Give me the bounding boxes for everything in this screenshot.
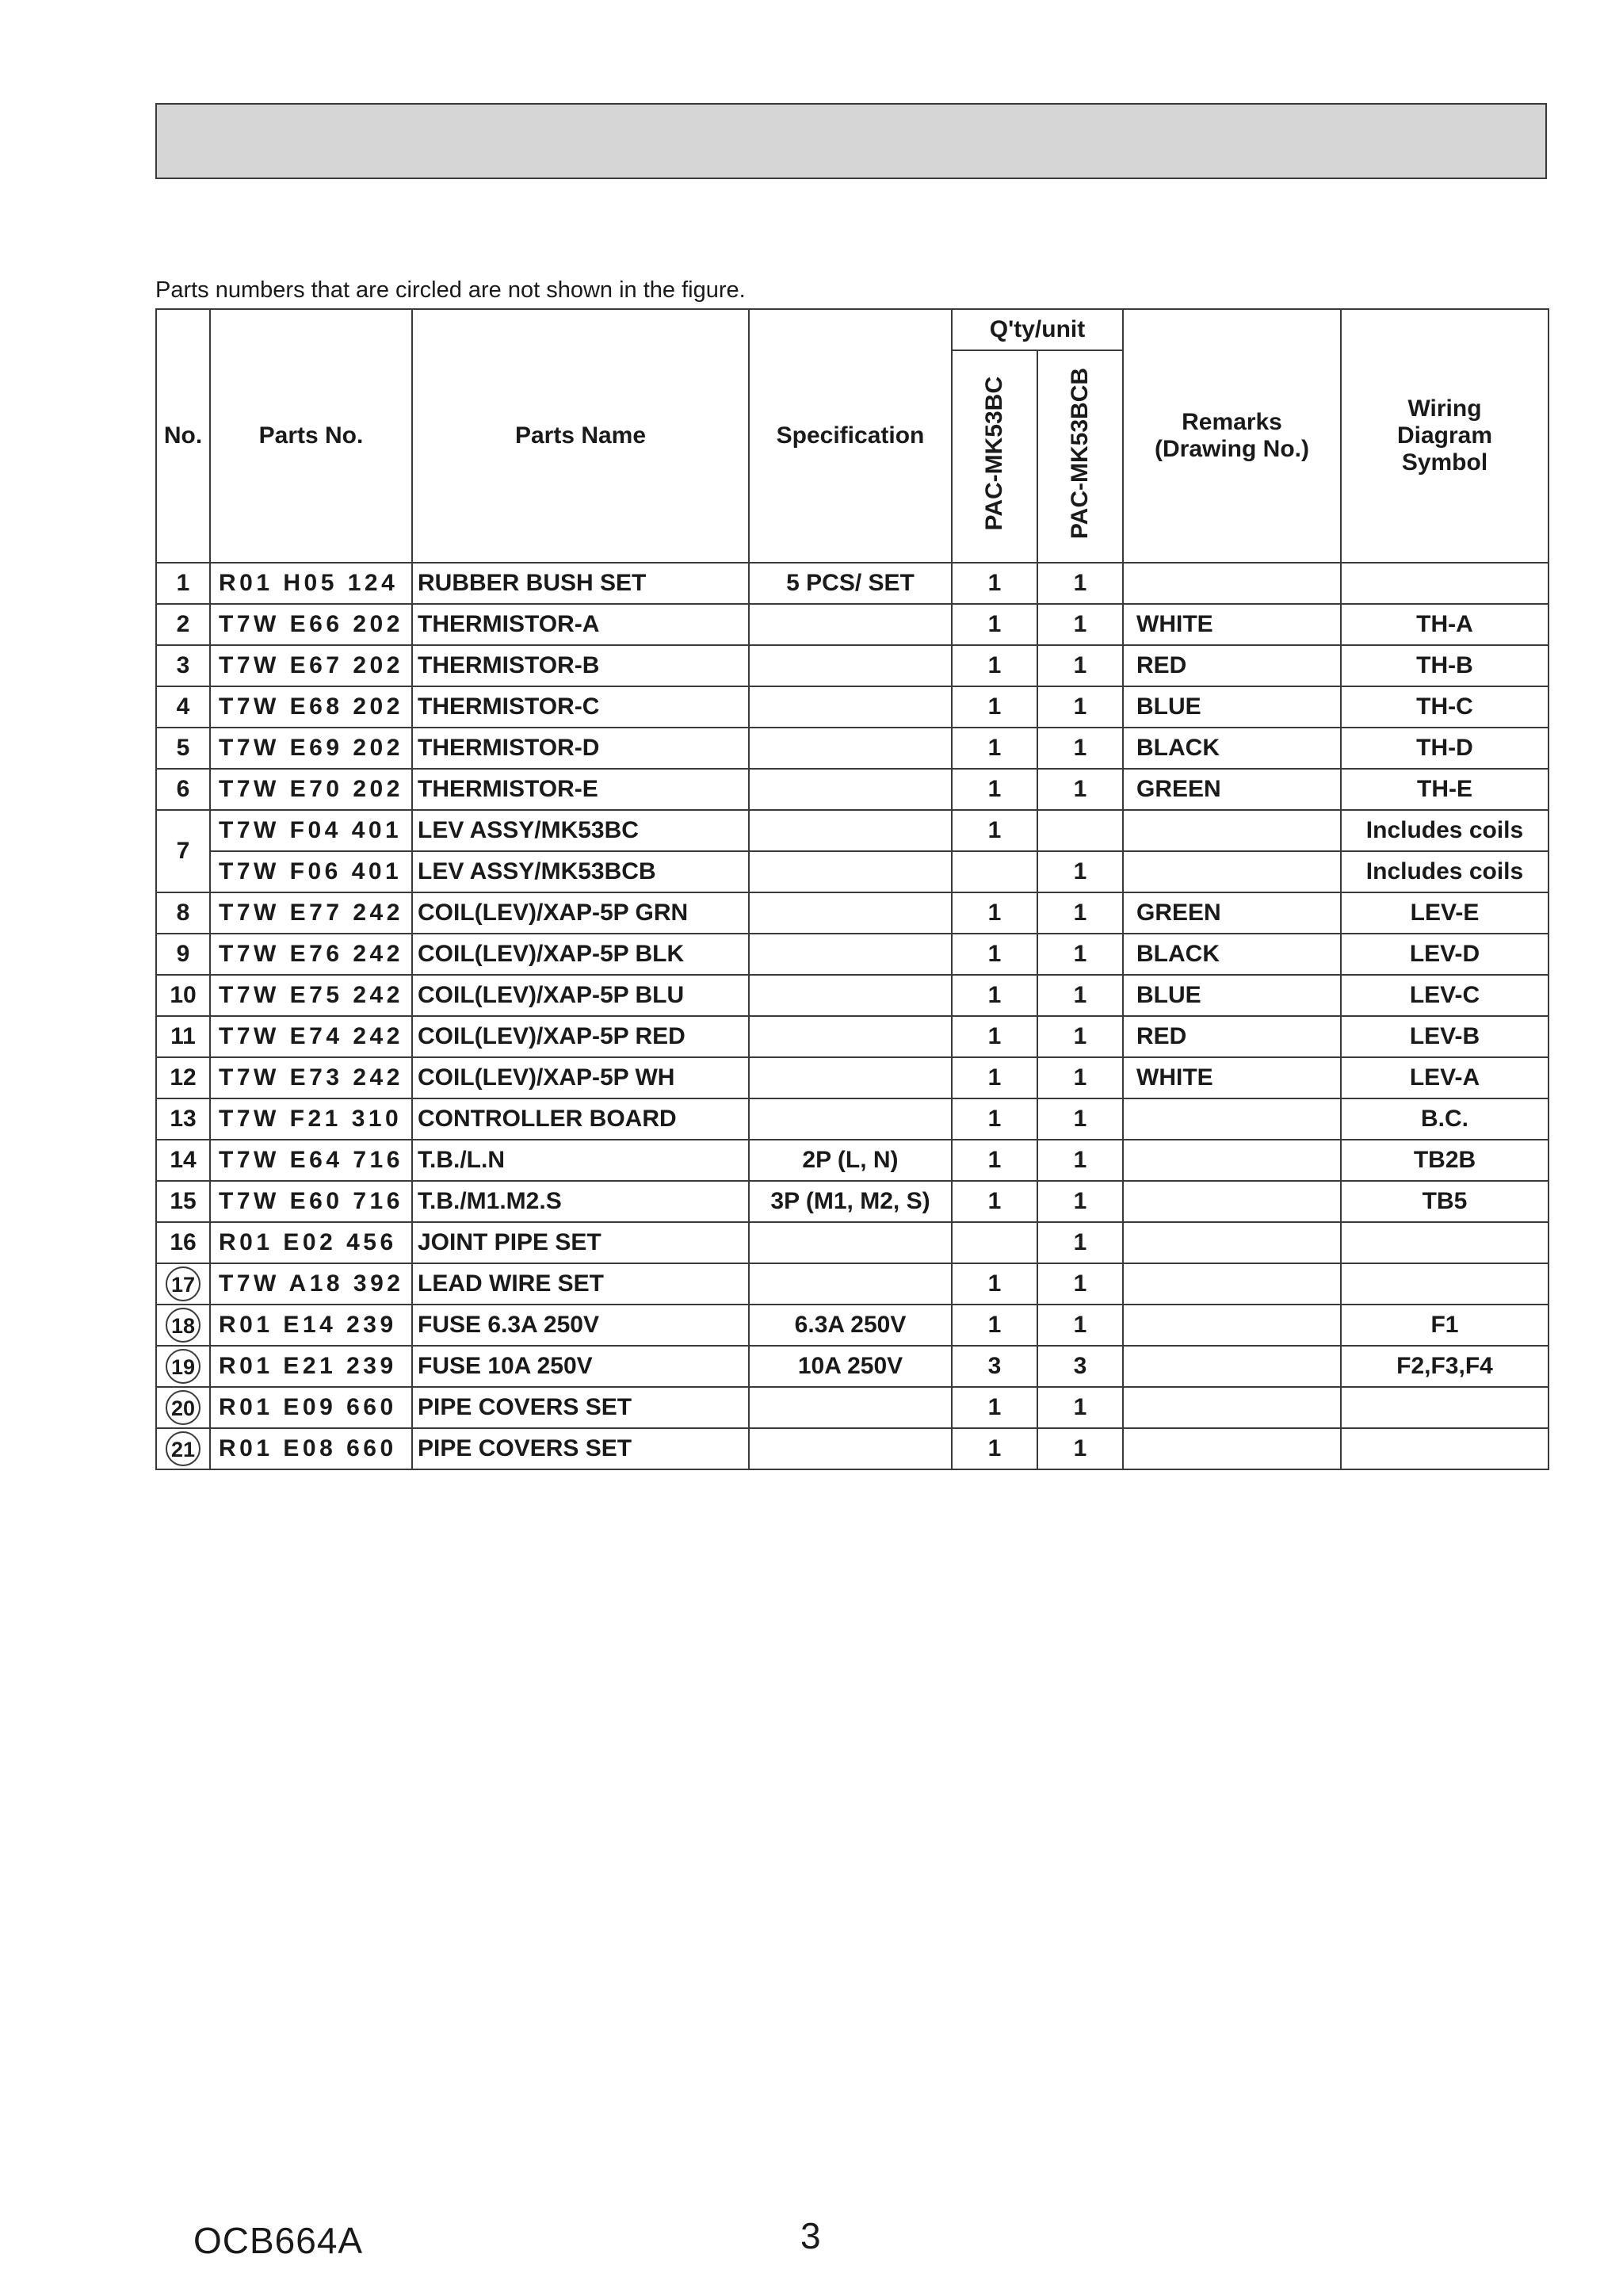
- cell-no: 9: [156, 934, 210, 975]
- cell-remarks: [1123, 1263, 1341, 1305]
- cell-qty-pac-mk53bcb: 1: [1037, 851, 1123, 892]
- cell-parts-name: CONTROLLER BOARD: [412, 1098, 749, 1140]
- cell-parts-name: LEAD WIRE SET: [412, 1263, 749, 1305]
- cell-parts-no: T7W E73 242: [210, 1057, 412, 1098]
- cell-remarks: GREEN: [1123, 769, 1341, 810]
- table-row: [156, 934, 1549, 975]
- cell-parts-no: T7W E66 202: [210, 604, 412, 645]
- cell-wiring-symbol: F1: [1341, 1305, 1549, 1346]
- cell-specification: [749, 1057, 952, 1098]
- cell-qty-pac-mk53bc: 3: [952, 1346, 1037, 1387]
- cell-specification: [749, 728, 952, 769]
- cell-wiring-symbol: F2,F3,F4: [1341, 1346, 1549, 1387]
- cell-qty-pac-mk53bcb: 1: [1037, 934, 1123, 975]
- cell-specification: [749, 892, 952, 934]
- cell-parts-name: THERMISTOR-E: [412, 769, 749, 810]
- cell-specification: [749, 1098, 952, 1140]
- cell-parts-no: T7W E60 716: [210, 1181, 412, 1222]
- cell-parts-no: T7W E69 202: [210, 728, 412, 769]
- cell-parts-name: COIL(LEV)/XAP-5P RED: [412, 1016, 749, 1057]
- cell-qty-pac-mk53bc: 1: [952, 1057, 1037, 1098]
- cell-qty-pac-mk53bc: 1: [952, 769, 1037, 810]
- cell-no: 2: [156, 604, 210, 645]
- cell-wiring-symbol: LEV-D: [1341, 934, 1549, 975]
- cell-remarks: [1123, 1387, 1341, 1428]
- table-row: [156, 1263, 1549, 1305]
- cell-specification: 2P (L, N): [749, 1140, 952, 1181]
- table-row: [156, 1387, 1549, 1428]
- cell-no: 8: [156, 892, 210, 934]
- table-row: [156, 1428, 1549, 1469]
- table-row: [156, 1346, 1549, 1387]
- cell-parts-name: T.B./L.N: [412, 1140, 749, 1181]
- cell-remarks: RED: [1123, 645, 1341, 686]
- cell-no: 10: [156, 975, 210, 1016]
- header-wiring-diagram-symbol: [1341, 309, 1549, 563]
- cell-no: 15: [156, 1181, 210, 1222]
- table-row: [156, 1181, 1549, 1222]
- table-row: [156, 851, 1549, 892]
- cell-remarks: [1123, 851, 1341, 892]
- cell-specification: 10A 250V: [749, 1346, 952, 1387]
- cell-no: 13: [156, 1098, 210, 1140]
- cell-wiring-symbol: [1341, 1387, 1549, 1428]
- cell-qty-pac-mk53bc: 1: [952, 1098, 1037, 1140]
- header-remarks-line1: Remarks: [1182, 409, 1282, 435]
- header-wiring-line3: Symbol: [1401, 449, 1488, 476]
- cell-remarks: [1123, 1181, 1341, 1222]
- cell-wiring-symbol: TH-E: [1341, 769, 1549, 810]
- cell-no: 4: [156, 686, 210, 728]
- cell-parts-name: COIL(LEV)/XAP-5P BLU: [412, 975, 749, 1016]
- cell-no: 7: [156, 810, 210, 892]
- cell-qty-pac-mk53bc: 1: [952, 728, 1037, 769]
- cell-no: [156, 1428, 210, 1469]
- circled-part-number: 21: [166, 1431, 200, 1466]
- cell-specification: [749, 810, 952, 851]
- cell-parts-no: T7W F04 401: [210, 810, 412, 851]
- cell-wiring-symbol: [1341, 563, 1549, 604]
- cell-no: 5: [156, 728, 210, 769]
- cell-specification: [749, 686, 952, 728]
- cell-parts-name: COIL(LEV)/XAP-5P WH: [412, 1057, 749, 1098]
- cell-remarks: [1123, 1140, 1341, 1181]
- cell-qty-pac-mk53bcb: 1: [1037, 975, 1123, 1016]
- cell-qty-pac-mk53bcb: [1037, 810, 1123, 851]
- cell-remarks: WHITE: [1123, 1057, 1341, 1098]
- circled-part-number: 18: [166, 1308, 200, 1343]
- cell-specification: [749, 1428, 952, 1469]
- cell-wiring-symbol: TH-D: [1341, 728, 1549, 769]
- cell-qty-pac-mk53bc: [952, 851, 1037, 892]
- cell-no: 12: [156, 1057, 210, 1098]
- cell-parts-no: R01 E09 660: [210, 1387, 412, 1428]
- cell-wiring-symbol: TH-C: [1341, 686, 1549, 728]
- table-row: [156, 975, 1549, 1016]
- cell-wiring-symbol: LEV-B: [1341, 1016, 1549, 1057]
- model-1-label: PAC-MK53BC: [981, 376, 1007, 531]
- cell-remarks: BLACK: [1123, 728, 1341, 769]
- cell-parts-name: THERMISTOR-D: [412, 728, 749, 769]
- cell-parts-no: R01 E14 239: [210, 1305, 412, 1346]
- cell-wiring-symbol: TB5: [1341, 1181, 1549, 1222]
- document-code: OCB664A: [193, 2220, 364, 2261]
- cell-wiring-symbol: [1341, 1222, 1549, 1263]
- cell-qty-pac-mk53bcb: 1: [1037, 686, 1123, 728]
- cell-qty-pac-mk53bc: 1: [952, 1305, 1037, 1346]
- cell-parts-name: PIPE COVERS SET: [412, 1387, 749, 1428]
- cell-wiring-symbol: TB2B: [1341, 1140, 1549, 1181]
- cell-qty-pac-mk53bcb: 1: [1037, 1181, 1123, 1222]
- table-row: [156, 769, 1549, 810]
- table-row: [156, 1098, 1549, 1140]
- header-remarks: [1123, 309, 1341, 563]
- cell-remarks: [1123, 1222, 1341, 1263]
- header-wiring-line1: Wiring: [1407, 395, 1482, 422]
- cell-wiring-symbol: Includes coils: [1341, 810, 1549, 851]
- cell-qty-pac-mk53bcb: 1: [1037, 1305, 1123, 1346]
- table-row: [156, 563, 1549, 604]
- cell-qty-pac-mk53bc: 1: [952, 1428, 1037, 1469]
- cell-qty-pac-mk53bcb: 1: [1037, 604, 1123, 645]
- cell-specification: [749, 975, 952, 1016]
- cell-specification: [749, 1387, 952, 1428]
- cell-qty-pac-mk53bcb: 1: [1037, 645, 1123, 686]
- cell-specification: [749, 604, 952, 645]
- table-row: [156, 645, 1549, 686]
- cell-parts-no: T7W F21 310: [210, 1098, 412, 1140]
- cell-qty-pac-mk53bc: 1: [952, 645, 1037, 686]
- cell-specification: [749, 645, 952, 686]
- cell-wiring-symbol: LEV-A: [1341, 1057, 1549, 1098]
- cell-remarks: [1123, 1346, 1341, 1387]
- cell-specification: [749, 851, 952, 892]
- cell-parts-name: LEV ASSY/MK53BCB: [412, 851, 749, 892]
- cell-parts-no: R01 H05 124: [210, 563, 412, 604]
- cell-parts-name: FUSE 6.3A 250V: [412, 1305, 749, 1346]
- cell-no: 14: [156, 1140, 210, 1181]
- cell-qty-pac-mk53bcb: 1: [1037, 1428, 1123, 1469]
- cell-parts-name: THERMISTOR-C: [412, 686, 749, 728]
- cell-parts-name: FUSE 10A 250V: [412, 1346, 749, 1387]
- cell-no: [156, 1263, 210, 1305]
- cell-parts-name: THERMISTOR-B: [412, 645, 749, 686]
- parts-table: [155, 308, 1549, 1470]
- cell-no: [156, 1387, 210, 1428]
- cell-remarks: WHITE: [1123, 604, 1341, 645]
- cell-specification: [749, 934, 952, 975]
- cell-remarks: BLUE: [1123, 975, 1341, 1016]
- cell-parts-name: COIL(LEV)/XAP-5P GRN: [412, 892, 749, 934]
- table-row: [156, 1016, 1549, 1057]
- header-parts-name: Parts Name: [412, 309, 749, 563]
- cell-parts-no: R01 E02 456: [210, 1222, 412, 1263]
- cell-qty-pac-mk53bcb: 1: [1037, 1016, 1123, 1057]
- cell-parts-name: T.B./M1.M2.S: [412, 1181, 749, 1222]
- table-row: [156, 1222, 1549, 1263]
- cell-qty-pac-mk53bc: 1: [952, 892, 1037, 934]
- cell-remarks: [1123, 1428, 1341, 1469]
- cell-remarks: BLACK: [1123, 934, 1341, 975]
- cell-qty-pac-mk53bcb: 1: [1037, 769, 1123, 810]
- cell-specification: [749, 769, 952, 810]
- cell-remarks: [1123, 810, 1341, 851]
- cell-parts-name: LEV ASSY/MK53BC: [412, 810, 749, 851]
- table-row: [156, 604, 1549, 645]
- cell-wiring-symbol: TH-B: [1341, 645, 1549, 686]
- cell-qty-pac-mk53bc: 1: [952, 686, 1037, 728]
- circled-parts-note: Parts numbers that are circled are not shown in the figure.: [155, 277, 746, 303]
- cell-qty-pac-mk53bc: 1: [952, 810, 1037, 851]
- cell-wiring-symbol: LEV-C: [1341, 975, 1549, 1016]
- header-model-pac-mk53bcb: [1037, 350, 1123, 563]
- cell-parts-no: T7W E76 242: [210, 934, 412, 975]
- cell-parts-no: T7W E68 202: [210, 686, 412, 728]
- parts-table-body: [156, 563, 1549, 1469]
- cell-parts-name: THERMISTOR-A: [412, 604, 749, 645]
- cell-remarks: [1123, 1098, 1341, 1140]
- cell-wiring-symbol: B.C.: [1341, 1098, 1549, 1140]
- table-row: [156, 1305, 1549, 1346]
- cell-qty-pac-mk53bc: 1: [952, 1140, 1037, 1181]
- cell-parts-name: PIPE COVERS SET: [412, 1428, 749, 1469]
- cell-remarks: [1123, 1305, 1341, 1346]
- cell-remarks: [1123, 563, 1341, 604]
- cell-qty-pac-mk53bcb: 1: [1037, 563, 1123, 604]
- header-specification: Specification: [749, 309, 952, 563]
- cell-parts-no: T7W E70 202: [210, 769, 412, 810]
- cell-remarks: BLUE: [1123, 686, 1341, 728]
- cell-qty-pac-mk53bc: 1: [952, 1016, 1037, 1057]
- cell-qty-pac-mk53bc: 1: [952, 604, 1037, 645]
- cell-wiring-symbol: LEV-E: [1341, 892, 1549, 934]
- table-row: [156, 892, 1549, 934]
- cell-qty-pac-mk53bcb: 1: [1037, 1140, 1123, 1181]
- cell-no: 3: [156, 645, 210, 686]
- cell-specification: [749, 1263, 952, 1305]
- cell-parts-no: T7W A18 392: [210, 1263, 412, 1305]
- cell-qty-pac-mk53bcb: 1: [1037, 1263, 1123, 1305]
- section-header-band: [155, 103, 1547, 179]
- cell-parts-no: T7W E75 242: [210, 975, 412, 1016]
- cell-qty-pac-mk53bc: 1: [952, 1181, 1037, 1222]
- cell-parts-no: T7W E77 242: [210, 892, 412, 934]
- cell-specification: 6.3A 250V: [749, 1305, 952, 1346]
- table-row: [156, 1140, 1549, 1181]
- table-row: [156, 686, 1549, 728]
- page-number: 3: [800, 2215, 821, 2256]
- header-parts-no: Parts No.: [210, 309, 412, 563]
- cell-qty-pac-mk53bcb: 1: [1037, 1387, 1123, 1428]
- cell-specification: [749, 1222, 952, 1263]
- cell-qty-pac-mk53bc: 1: [952, 1263, 1037, 1305]
- cell-parts-no: T7W E64 716: [210, 1140, 412, 1181]
- cell-specification: 5 PCS/ SET: [749, 563, 952, 604]
- cell-qty-pac-mk53bc: 1: [952, 934, 1037, 975]
- cell-parts-name: RUBBER BUSH SET: [412, 563, 749, 604]
- cell-parts-no: T7W E67 202: [210, 645, 412, 686]
- cell-no: [156, 1346, 210, 1387]
- circled-part-number: 17: [166, 1266, 200, 1301]
- cell-parts-no: R01 E08 660: [210, 1428, 412, 1469]
- header-wiring-line2: Diagram: [1396, 422, 1493, 449]
- cell-qty-pac-mk53bcb: 1: [1037, 1098, 1123, 1140]
- cell-wiring-symbol: [1341, 1428, 1549, 1469]
- header-no: No.: [156, 309, 210, 563]
- cell-no: [156, 1305, 210, 1346]
- cell-qty-pac-mk53bcb: 1: [1037, 892, 1123, 934]
- cell-specification: [749, 1016, 952, 1057]
- header-model-pac-mk53bc: [952, 350, 1037, 563]
- cell-remarks: RED: [1123, 1016, 1341, 1057]
- cell-parts-no: T7W F06 401: [210, 851, 412, 892]
- cell-qty-pac-mk53bc: 1: [952, 975, 1037, 1016]
- cell-qty-pac-mk53bcb: 1: [1037, 1057, 1123, 1098]
- model-2-label: PAC-MK53BCB: [1067, 367, 1093, 540]
- header-qty-per-unit: Q'ty/unit: [952, 309, 1123, 350]
- circled-part-number: 20: [166, 1390, 200, 1425]
- cell-wiring-symbol: TH-A: [1341, 604, 1549, 645]
- cell-no: 16: [156, 1222, 210, 1263]
- cell-qty-pac-mk53bcb: 1: [1037, 728, 1123, 769]
- cell-qty-pac-mk53bc: [952, 1222, 1037, 1263]
- cell-qty-pac-mk53bcb: 3: [1037, 1346, 1123, 1387]
- cell-specification: 3P (M1, M2, S): [749, 1181, 952, 1222]
- cell-parts-no: R01 E21 239: [210, 1346, 412, 1387]
- cell-qty-pac-mk53bcb: 1: [1037, 1222, 1123, 1263]
- cell-no: 6: [156, 769, 210, 810]
- cell-parts-no: T7W E74 242: [210, 1016, 412, 1057]
- cell-wiring-symbol: [1341, 1263, 1549, 1305]
- cell-remarks: GREEN: [1123, 892, 1341, 934]
- circled-part-number: 19: [166, 1349, 200, 1384]
- cell-parts-name: JOINT PIPE SET: [412, 1222, 749, 1263]
- table-row: [156, 1057, 1549, 1098]
- cell-wiring-symbol: Includes coils: [1341, 851, 1549, 892]
- cell-parts-name: COIL(LEV)/XAP-5P BLK: [412, 934, 749, 975]
- table-row: [156, 810, 1549, 851]
- table-row: [156, 728, 1549, 769]
- cell-qty-pac-mk53bc: 1: [952, 563, 1037, 604]
- cell-no: 1: [156, 563, 210, 604]
- header-remarks-line2: (Drawing No.): [1155, 436, 1309, 462]
- cell-no: 11: [156, 1016, 210, 1057]
- cell-qty-pac-mk53bc: 1: [952, 1387, 1037, 1428]
